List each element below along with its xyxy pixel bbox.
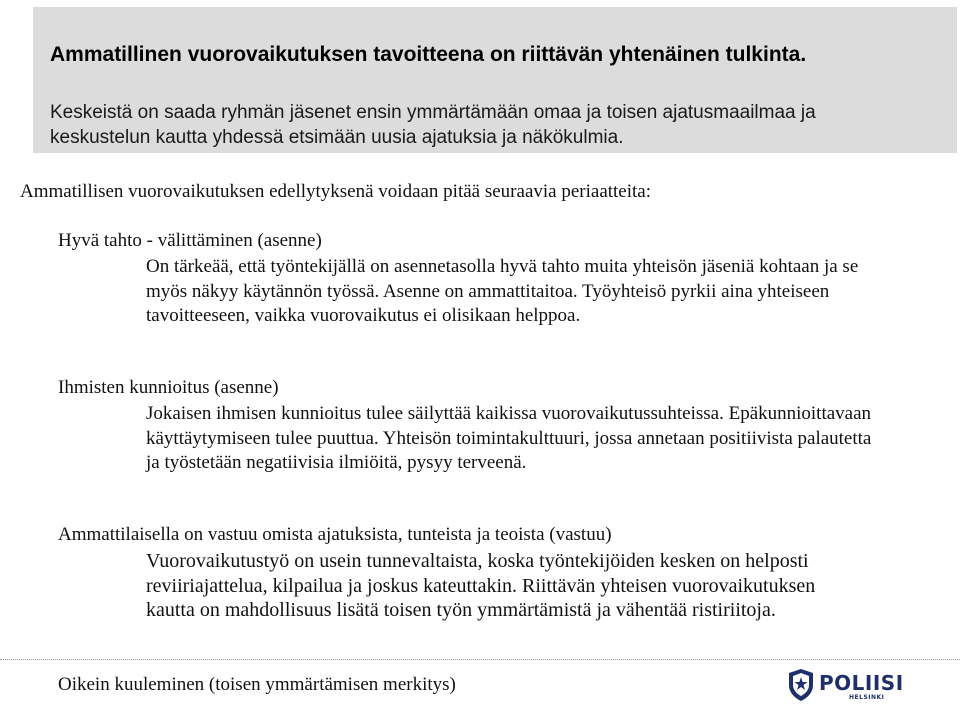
police-logo xyxy=(787,666,904,706)
logo-subtitle: HELSINKI xyxy=(849,694,885,701)
footer-text: Oikein kuuleminen (toisen ymmärtämisen merkitys) xyxy=(58,674,456,695)
footer-divider xyxy=(0,659,960,660)
header-title: Ammatillinen vuorovaikutuksen tavoitteena on riittävän yhtenäinen tulkinta. xyxy=(50,43,807,66)
principle-body-respect: Jokaisen ihmisen kunnioitus tulee säilyttää kaikissa vuorovaikutussuhteissa. Epäkunnioittavaan käyttäytymiseen tulee puuttua. Yhteisön toimintakulttuuri, jossa annetaan positiivista palautetta ja työstetään negatiivisia ilmiöitä, pysyy terveenä. xyxy=(146,403,872,473)
principle-heading-goodwill: Hyvä tahto - välittäminen (asenne) xyxy=(58,230,322,251)
intro-text: Ammatillisen vuorovaikutuksen edellytyksenä voidaan pitää seuraavia periaatteita: xyxy=(20,181,652,202)
police-badge-icon xyxy=(787,668,815,702)
principle-heading-responsibility: Ammattilaisella on vastuu omista ajatuksista, tunteista ja teoista (vastuu) xyxy=(58,524,612,545)
logo-wordmark: POLIISI xyxy=(819,671,904,695)
principle-body-responsibility: Vuorovaikutustyö on usein tunnevaltaista, koska työntekijöiden kesken on helposti reviiriajattelua, kilpailua ja joskus kateuttakin. Riittävän yhteisen vuorovaikutuksen kautta on mahdollisuus lisätä toisen työn ymmärtämistä ja vähentää ristiriitoja. xyxy=(146,550,816,621)
principle-heading-respect: Ihmisten kunnioitus (asenne) xyxy=(58,377,279,398)
principle-body-goodwill: On tärkeää, että työntekijällä on asennetasolla hyvä tahto muita yhteisön jäseniä kohtaan ja se myös näkyy käytännön työssä. Asenne on ammattitaitoa. Työyhteisö pyrkii aina yhteiseen tavoitteeseen, vaikka vuorovaikutus ei olisikaan helppoa. xyxy=(146,256,859,326)
header-text: Keskeistä on saada ryhmän jäsenet ensin ymmärtämään omaa ja toisen ajatusmaailmaa ja keskustelun kautta yhdessä etsimään uusia ajatuksia ja näkökulmia. xyxy=(50,102,816,148)
